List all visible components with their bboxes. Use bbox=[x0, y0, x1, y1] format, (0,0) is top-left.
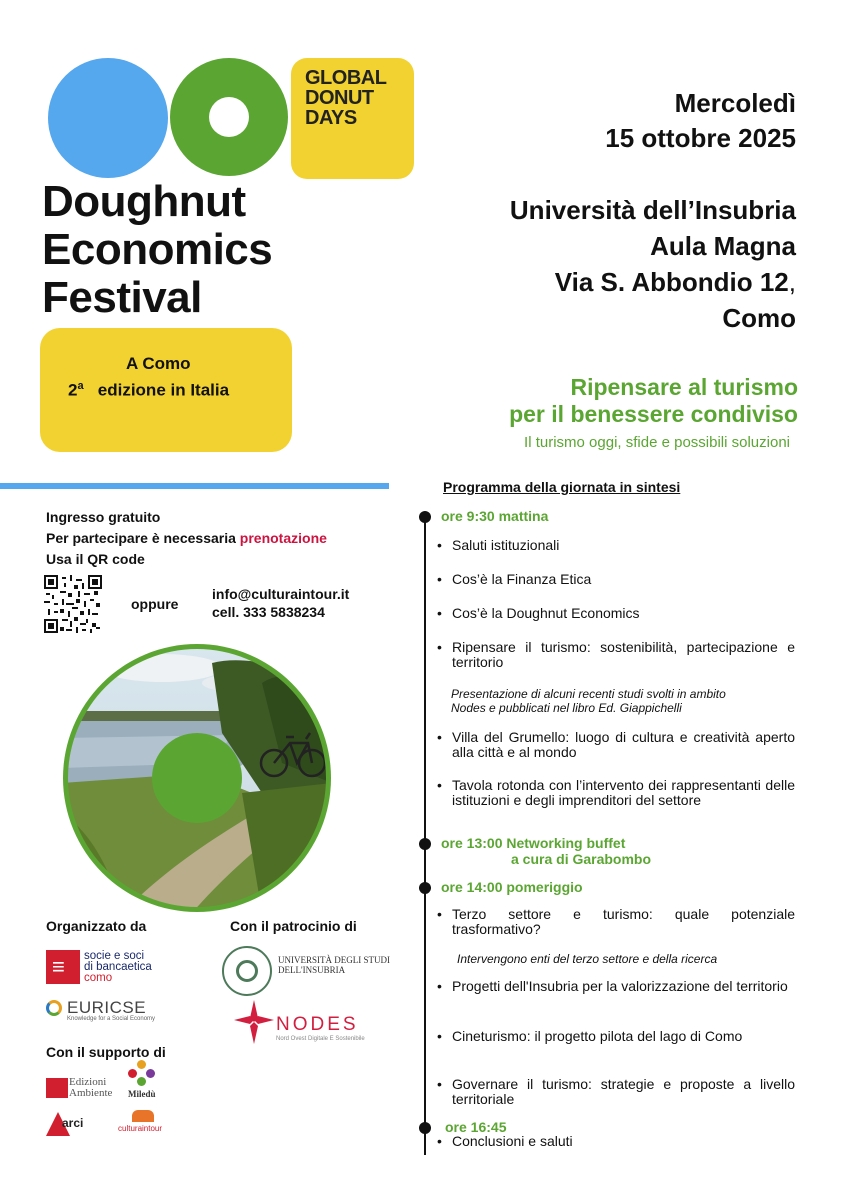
program-item: • Terzo settore e turismo: quale potenziale trasformativo? bbox=[437, 906, 795, 937]
or-label: oppure bbox=[131, 596, 179, 612]
timeline-dot bbox=[419, 882, 431, 894]
program-item: • Conclusioni e saluti bbox=[437, 1133, 573, 1149]
entry-free: Ingresso gratuito bbox=[46, 509, 161, 525]
festival-title bbox=[42, 178, 272, 322]
title-line: Doughnut bbox=[42, 177, 246, 226]
landscape-photo-donut bbox=[62, 643, 332, 913]
support-label: Con il supporto di bbox=[46, 1044, 166, 1060]
miledu-logo: Miledù bbox=[128, 1089, 156, 1099]
culturaintour-logo: culturaintour bbox=[118, 1124, 163, 1133]
logo-green-donut bbox=[170, 58, 288, 176]
bancaetica-logo: socie e soci di bancaetica como bbox=[84, 950, 152, 984]
program-item: • Villa del Grumello: luogo di cultura e creatività aperto alla città e al mondo bbox=[437, 729, 795, 760]
euricse-logo: EURICSE bbox=[67, 998, 147, 1017]
qr-code[interactable] bbox=[44, 575, 102, 633]
venue-line: Via S. Abbondio 12, bbox=[554, 267, 796, 297]
program-item: • Cineturismo: il progetto pilota del lago di Como bbox=[437, 1028, 743, 1044]
program-note: Intervengono enti del terzo settore e della ricerca bbox=[457, 952, 718, 966]
nodes-logo: NODES bbox=[276, 1014, 359, 1035]
program-item: • Progetti dell'Insubria per la valorizzazione del territorio bbox=[437, 978, 788, 994]
event-venue bbox=[510, 192, 796, 336]
euricse-tagline: Knowledge for a Social Economy bbox=[67, 1016, 156, 1022]
timeline-dot bbox=[419, 838, 431, 850]
miledu-logo-icon bbox=[128, 1060, 156, 1086]
program-item: • Tavola rotonda con l’intervento dei rappresentanti delle istituzioni e degli imprenditori del settore bbox=[437, 777, 795, 808]
date-weekday: Mercoledì bbox=[674, 88, 796, 118]
theme-line: Ripensare al turismo bbox=[570, 374, 798, 400]
contact-info bbox=[212, 585, 349, 621]
entry-info bbox=[46, 507, 327, 570]
global-donut-days-logo bbox=[291, 58, 414, 179]
insubria-logo: UNIVERSITÀ DEGLI STUDI DELL'INSUBRIA bbox=[278, 955, 390, 975]
program-item: • Saluti istituzionali bbox=[437, 537, 560, 553]
timeline-dot bbox=[419, 511, 431, 523]
nodes-star-icon bbox=[234, 1000, 274, 1044]
patronage-label: Con il patrocinio di bbox=[230, 918, 357, 934]
program-item: • Cos’è la Finanza Etica bbox=[437, 571, 592, 587]
booking-highlight: prenotazione bbox=[239, 530, 327, 546]
timeline-dot bbox=[419, 1122, 431, 1134]
theme-subtitle: Il turismo oggi, sfide e possibili soluzioni bbox=[524, 434, 790, 451]
title-line: Festival bbox=[42, 273, 202, 322]
entry-qr: Usa il QR code bbox=[46, 551, 145, 567]
insubria-seal-icon bbox=[222, 946, 272, 996]
euricse-logo-icon bbox=[46, 1000, 62, 1016]
culturaintour-logo-icon bbox=[132, 1110, 154, 1122]
theme-title bbox=[509, 374, 798, 428]
event-date bbox=[605, 86, 796, 156]
program-note: Presentazione di alcuni recenti studi svolti in ambito Nodes e pubblicati nel libro Ed. Giappichelli bbox=[451, 687, 726, 715]
program-item: • Governare il turismo: strategie e proposte a livello territoriale bbox=[437, 1076, 795, 1107]
theme-line: per il benessere condiviso bbox=[509, 401, 798, 427]
program-item: • Ripensare il turismo: sostenibilità, partecipazione e territorio bbox=[437, 639, 795, 670]
edition-number: 2$^a$ edizione in Italia bbox=[68, 380, 230, 400]
logo-blue-circle bbox=[48, 58, 168, 178]
date-full: 15 ottobre 2025 bbox=[605, 123, 796, 153]
arci-logo: arci bbox=[62, 1116, 84, 1130]
program-item: • Cos’è la Doughnut Economics bbox=[437, 605, 640, 621]
edizioni-ambiente-logo: Edizioni Ambiente bbox=[69, 1076, 113, 1099]
bancaetica-logo-icon: ≡ bbox=[46, 950, 80, 984]
timeline-line bbox=[424, 515, 426, 1155]
entry-booking: Per partecipare è necessaria prenotazione bbox=[46, 530, 327, 546]
logo-line: GLOBAL bbox=[305, 67, 387, 89]
logo-line: DONUT bbox=[305, 87, 374, 109]
venue-line: Università dell’Insubria bbox=[509, 195, 796, 225]
venue-line: Como bbox=[722, 303, 796, 333]
time-afternoon: ore 14:00 pomeriggio bbox=[441, 879, 583, 895]
time-lunch: ore 13:00 Networking buffet a cura di Garabombo bbox=[441, 835, 652, 867]
organized-by-label: Organizzato da bbox=[46, 918, 147, 934]
time-closing: ore 16:45 bbox=[445, 1119, 507, 1135]
venue-line: Aula Magna bbox=[650, 231, 796, 261]
nodes-tagline: Nord Ovest Digitale E Sostenibile bbox=[276, 1036, 365, 1042]
program-title: Programma della giornata in sintesi bbox=[443, 479, 681, 495]
edizioni-ambiente-logo-icon bbox=[46, 1078, 68, 1098]
title-line: Economics bbox=[42, 225, 273, 274]
logo-line: DAYS bbox=[305, 107, 357, 129]
time-morning: ore 9:30 mattina bbox=[441, 508, 549, 524]
edition-city: A Como bbox=[126, 354, 191, 373]
blue-divider bbox=[0, 483, 389, 489]
contact-email[interactable]: info@culturaintour.it bbox=[212, 586, 350, 602]
contact-phone[interactable]: cell. 333 5838234 bbox=[212, 604, 325, 620]
